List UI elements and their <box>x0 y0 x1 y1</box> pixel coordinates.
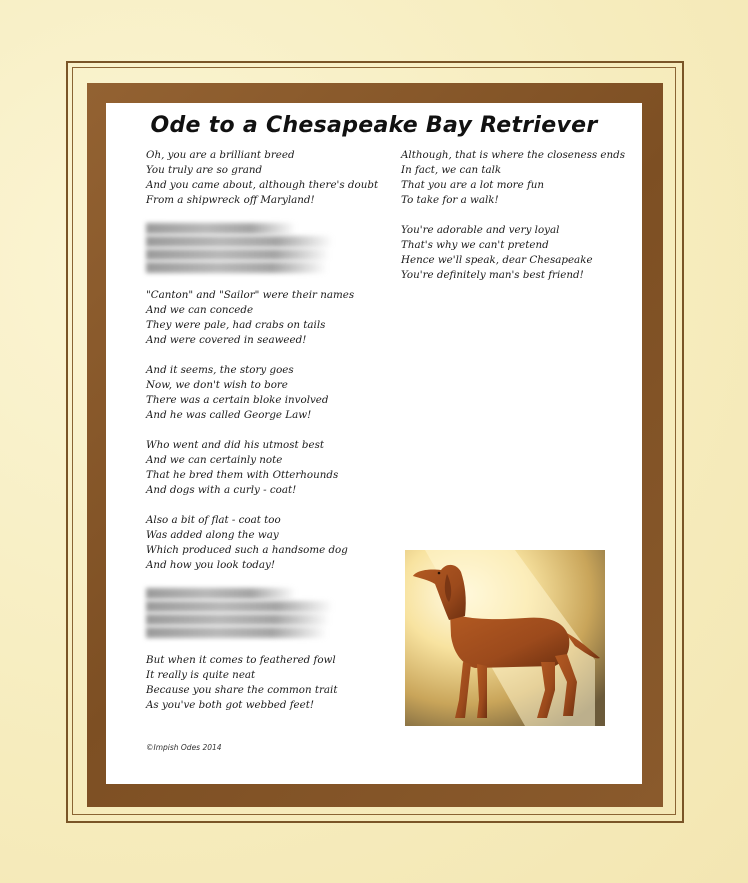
poem-line: And dogs with a curly - coat! <box>146 484 297 496</box>
poem-line: Which produced such a handsome dog <box>146 544 348 556</box>
poem-right-column <box>401 148 636 298</box>
poem-line: But when it comes to feathered fowl <box>146 654 336 666</box>
poem-line: Because you share the common trait <box>146 684 338 696</box>
poem-line <box>146 601 333 612</box>
poem-line <box>146 614 330 625</box>
poem-sheet <box>106 103 642 784</box>
poem-line: And we can concede <box>146 304 254 316</box>
poem-line: From a shipwreck off Maryland! <box>146 194 315 206</box>
poem-line: You're definitely man's best friend! <box>401 269 584 281</box>
poem-line <box>146 627 327 638</box>
poem-left-column <box>146 148 396 728</box>
poem-line: As you've both got webbed feet! <box>146 699 315 711</box>
poem-line: Hence we'll speak, dear Chesapeake <box>401 254 593 266</box>
poem-line: And how you look today! <box>146 559 275 571</box>
poem-line: And we can certainly note <box>146 454 283 466</box>
poem-title: Ode to a Chesapeake Bay Retriever <box>150 113 598 138</box>
dog-picture <box>405 550 605 726</box>
poem-line: In fact, we can talk <box>401 164 502 176</box>
poem-line: They were pale, had crabs on tails <box>146 319 326 331</box>
retriever-illustration <box>405 550 605 726</box>
poem-line <box>146 236 333 247</box>
blurred-stanza <box>146 588 396 638</box>
stanza <box>401 148 636 208</box>
stanza <box>146 513 396 573</box>
poem-line: You're adorable and very loyal <box>401 224 560 236</box>
stanza <box>146 653 396 713</box>
poem-line <box>146 262 327 273</box>
poem-line: That you are a lot more fun <box>401 179 545 191</box>
poem-line: Was added along the way <box>146 529 279 541</box>
poem-line: And it seems, the story goes <box>146 364 294 376</box>
stanza <box>146 363 396 423</box>
stanza <box>146 288 396 348</box>
poem-line: Now, we don't wish to bore <box>146 379 288 391</box>
stanza <box>146 438 396 498</box>
poem-line: To take for a walk! <box>401 194 499 206</box>
poem-line: "Canton" and "Sailor" were their names <box>146 289 355 301</box>
poem-line: Oh, you are a brilliant breed <box>146 149 295 161</box>
poem-line: And he was called George Law! <box>146 409 312 421</box>
poem-line: And were covered in seaweed! <box>146 334 307 346</box>
blurred-stanza <box>146 223 396 273</box>
copyright-notice: ©Impish Odes 2014 <box>146 743 222 752</box>
stanza <box>401 223 636 283</box>
poem-line: And you came about, although there's doubt <box>146 179 379 191</box>
poem-line: Who went and did his utmost best <box>146 439 325 451</box>
poem-line <box>146 249 330 260</box>
poem-line <box>146 588 296 599</box>
poem-line: There was a certain bloke involved <box>146 394 329 406</box>
poem-line: Although, that is where the closeness ends <box>401 149 626 161</box>
poem-line: That he bred them with Otterhounds <box>146 469 339 481</box>
stanza <box>146 148 396 208</box>
poem-line: You truly are so grand <box>146 164 263 176</box>
poem-line: Also a bit of flat - coat too <box>146 514 281 526</box>
poem-line: It really is quite neat <box>146 669 256 681</box>
poem-line <box>146 223 296 234</box>
poem-line: That's why we can't pretend <box>401 239 549 251</box>
